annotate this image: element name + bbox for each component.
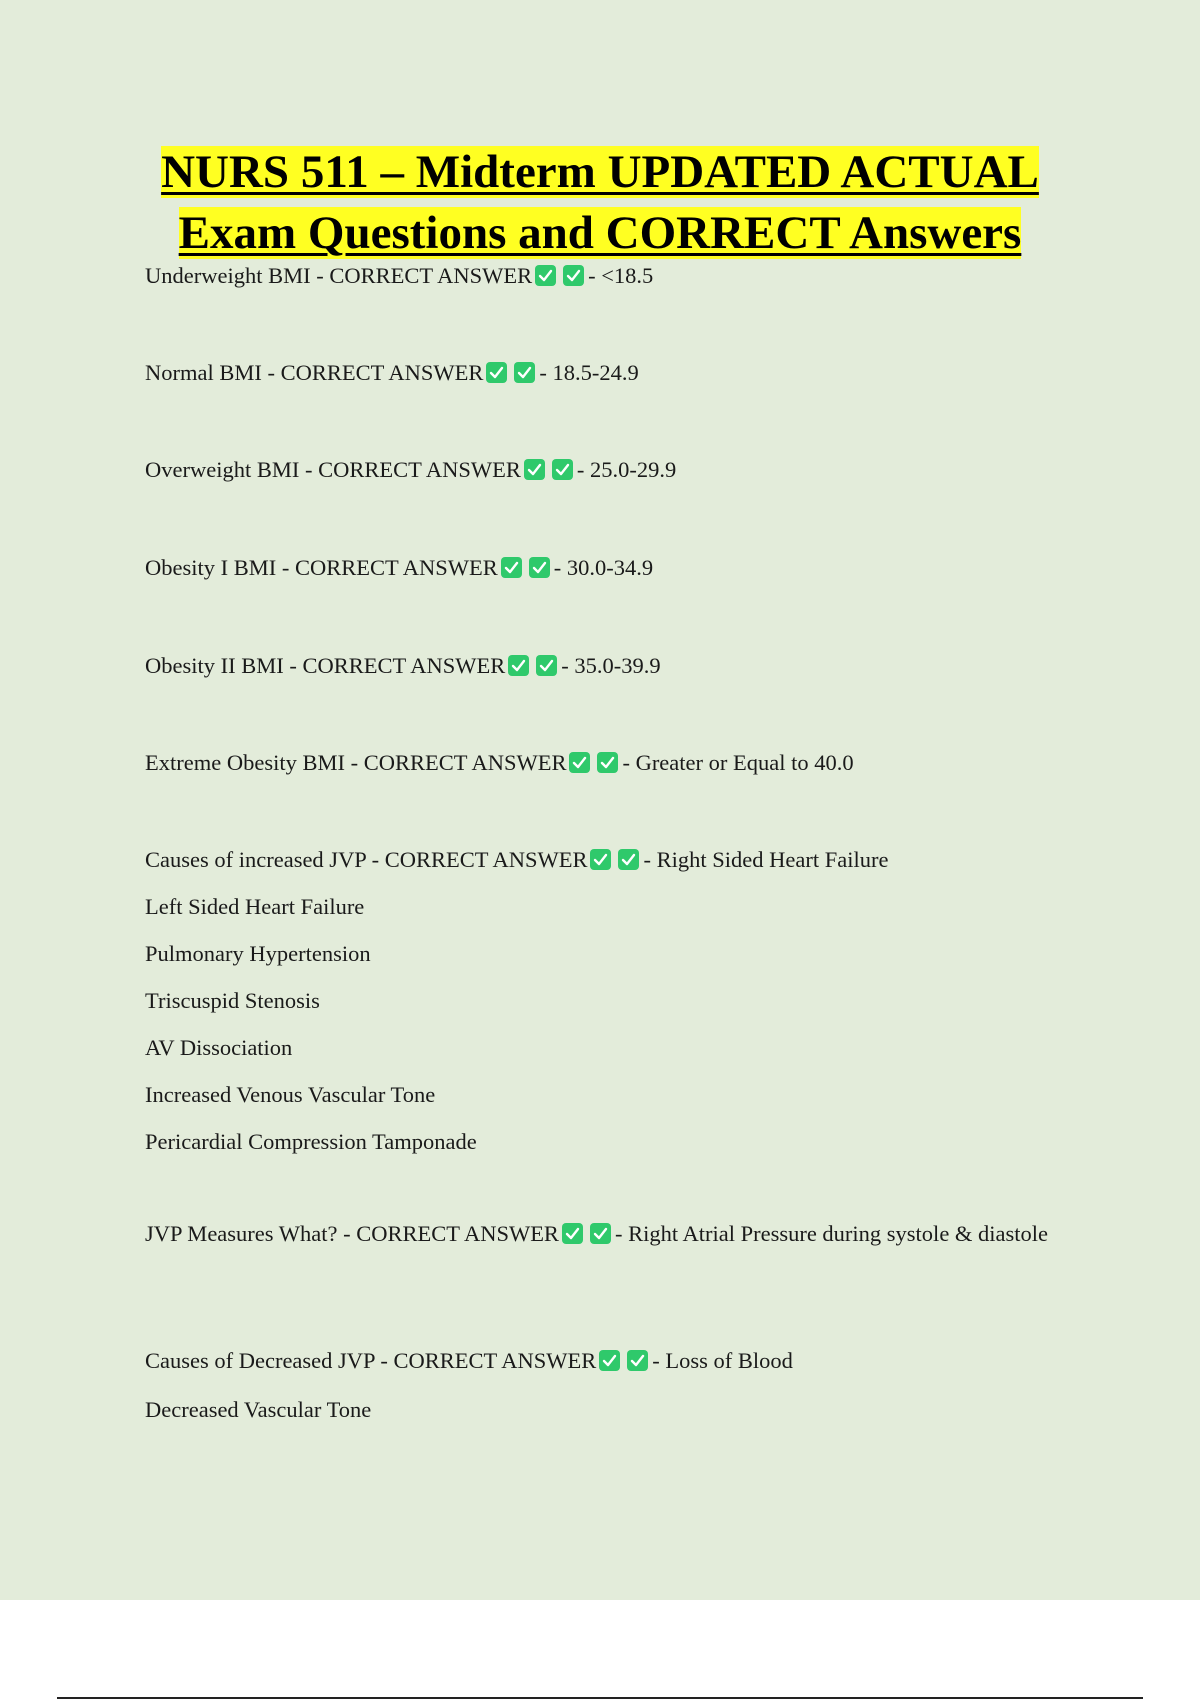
- answer-extra-line: Increased Venous Vascular Tone: [145, 1082, 436, 1107]
- footer-divider: [57, 1697, 1143, 1699]
- question-text: Causes of Decreased JVP - CORRECT ANSWER: [145, 1348, 597, 1373]
- question-line: [145, 454, 1065, 486]
- answer-text: - 25.0-29.9: [576, 457, 677, 482]
- answer-extra-line: Pericardial Compression Tamponade: [145, 1129, 477, 1154]
- question-line: [145, 650, 1065, 682]
- answer-text: - <18.5: [588, 263, 654, 288]
- question-line: [145, 552, 1065, 584]
- check-box-icon: [599, 1350, 620, 1371]
- question-text: Obesity I BMI - CORRECT ANSWER: [145, 555, 498, 580]
- check-box-icon: [562, 1223, 583, 1244]
- answer-extra-line: Triscuspid Stenosis: [145, 988, 320, 1013]
- answer-text: - 18.5-24.9: [539, 360, 639, 385]
- check-box-icon: [563, 265, 584, 286]
- check-box-icon: [514, 362, 535, 383]
- title-line-2: Exam Questions and CORRECT Answers: [178, 207, 1022, 259]
- question-text: Causes of increased JVP - CORRECT ANSWER: [145, 847, 588, 872]
- check-box-icon: [569, 752, 590, 773]
- question-text: Normal BMI - CORRECT ANSWER: [145, 360, 484, 385]
- check-box-icon: [486, 362, 507, 383]
- answer-text: - Right Sided Heart Failure: [643, 847, 889, 872]
- question-text: Extreme Obesity BMI - CORRECT ANSWER: [145, 750, 567, 775]
- answer-text: - 30.0-34.9: [553, 555, 654, 580]
- question-line: [145, 844, 1065, 876]
- qa-item: [145, 650, 1065, 682]
- qa-item: [145, 552, 1065, 584]
- document-title: [161, 146, 1039, 259]
- answer-text: - Loss of Blood: [652, 1348, 793, 1373]
- qa-item: [145, 1218, 1065, 1250]
- check-box-icon: [501, 557, 522, 578]
- title-block: [100, 142, 1100, 264]
- question-text: JVP Measures What? - CORRECT ANSWER: [145, 1221, 559, 1246]
- question-text: Underweight BMI - CORRECT ANSWER: [145, 263, 533, 288]
- question-line: [145, 357, 1065, 389]
- qa-item: [145, 844, 1065, 1158]
- title-line-1: NURS 511 – Midterm UPDATED ACTUAL: [161, 146, 1039, 198]
- question-text: Overweight BMI - CORRECT ANSWER: [145, 457, 521, 482]
- answer-text: - 35.0-39.9: [561, 653, 661, 678]
- question-line: [145, 747, 1065, 779]
- check-box-icon: [524, 459, 545, 480]
- question-line: [145, 260, 1065, 292]
- question-line: [145, 1218, 1065, 1250]
- check-box-icon: [597, 752, 618, 773]
- answer-extra-line: Pulmonary Hypertension: [145, 941, 371, 966]
- answer-extra-line: Left Sided Heart Failure: [145, 894, 365, 919]
- question-line: [145, 1345, 1065, 1377]
- check-box-icon: [590, 849, 611, 870]
- answer-text: - Greater or Equal to 40.0: [622, 750, 854, 775]
- answer-text: - Right Atrial Pressure during systole & diastole: [614, 1221, 1049, 1246]
- check-box-icon: [618, 849, 639, 870]
- qa-item: [145, 260, 1065, 292]
- answer-extra-line: AV Dissociation: [145, 1035, 293, 1060]
- qa-item: [145, 357, 1065, 389]
- answer-extra-line: Decreased Vascular Tone: [145, 1397, 372, 1422]
- check-box-icon: [590, 1223, 611, 1244]
- check-box-icon: [508, 655, 529, 676]
- qa-item: [145, 747, 1065, 779]
- check-box-icon: [627, 1350, 648, 1371]
- check-box-icon: [529, 557, 550, 578]
- question-text: Obesity II BMI - CORRECT ANSWER: [145, 653, 506, 678]
- check-box-icon: [552, 459, 573, 480]
- qa-item: [145, 454, 1065, 486]
- qa-item: [145, 1345, 1065, 1426]
- check-box-icon: [535, 265, 556, 286]
- check-box-icon: [536, 655, 557, 676]
